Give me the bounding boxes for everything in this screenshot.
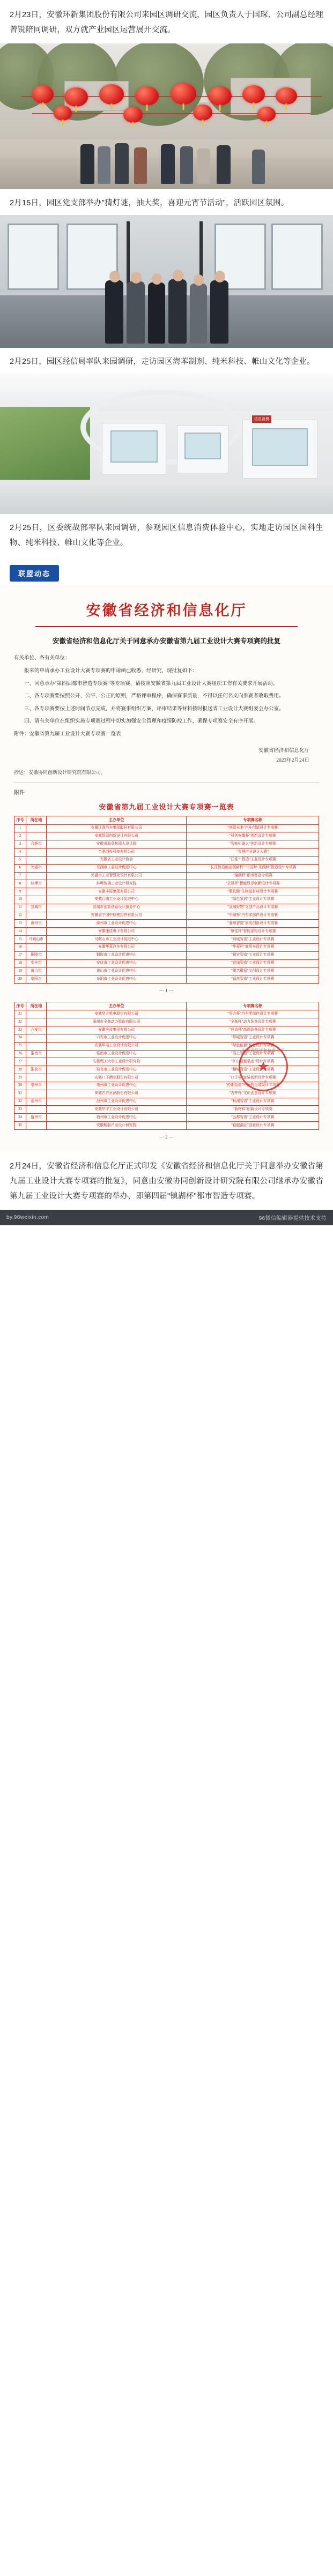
table-cell-city — [26, 824, 47, 832]
photo3-screen — [110, 430, 158, 463]
official-document — [0, 585, 333, 1151]
table-row — [14, 1034, 319, 1042]
photo1-person — [217, 145, 231, 184]
table-header-city: 所在地 — [26, 1002, 47, 1010]
document-paragraph-5: 四、请有关单位在组织实施专项赛过程中切实加强安全管理和疫情防控工作，确保专项赛安全有序开展。 — [24, 719, 259, 725]
photo1-person — [98, 146, 110, 184]
table-row — [14, 976, 319, 984]
table-cell-contest: "颍淮智造"工业设计专项赛 — [187, 976, 319, 984]
document-note: 抄送：安徽协同创新设计研究院有限公司。 — [14, 770, 106, 776]
table-row — [14, 1122, 319, 1130]
table-cell-no: 6 — [14, 864, 26, 872]
paragraph-4: 2月25日，区委统战部率队来园调研，参观园区信息消费体验中心，实地走访园区国科生物、纯米科技、帷山文化等企业。 — [10, 524, 323, 548]
table-cell-city: 亳州市 — [26, 1082, 47, 1090]
table-cell-no: 16 — [14, 943, 26, 951]
table-cell-city: 阜阳市 — [26, 976, 47, 984]
table-cell-city — [26, 1034, 47, 1042]
table-cell-city: 黄山市 — [26, 967, 47, 976]
photo1-person — [80, 144, 94, 184]
table-cell-unit: 安徽古井贡酒股份有限公司 — [47, 1090, 187, 1098]
table-cell-contest: "皋城智造"工业设计专项赛 — [187, 1034, 319, 1042]
table-cell-contest: "药都智造"中医药包装设计专项赛 — [187, 1082, 319, 1090]
photo2-person-head — [194, 274, 204, 286]
table-row — [14, 928, 319, 936]
table-row — [14, 840, 319, 848]
table-cell-unit: 淮北市工业设计促进中心 — [47, 1066, 187, 1074]
photo2-person — [105, 280, 123, 344]
table-cell-no: 7 — [14, 872, 26, 880]
table-cell-no: 8 — [14, 880, 26, 888]
photo1-lantern — [54, 106, 72, 121]
table-row — [14, 872, 319, 880]
table-cell-unit: 安徽江南工业设计促进中心 — [47, 896, 187, 904]
document-separator — [14, 782, 319, 783]
photo2-window — [8, 224, 59, 290]
table-cell-no: 24 — [14, 1034, 26, 1042]
paragraph-1: 2月23日，安徽环新集团股份有限公司来园区调研交流，园区负责人于国琛、公司副总经理曾锐陪同调研，双方就产业园区运营展开交流。 — [10, 11, 323, 35]
table-cell-city — [26, 1058, 47, 1066]
paragraph-3: 2月25日，园区经信局率队来园调研，走访园区海苯制剂、纯米科技、帷山文化等企业。 — [10, 357, 315, 366]
table-cell-unit: 马鞍山市工业设计促进中心 — [47, 936, 187, 944]
document-red-rule — [35, 626, 298, 627]
table-cell-contest: "绿色能源"装备设计专项赛 — [187, 1042, 319, 1050]
document-paragraph-4: 三、各专项赛要按上述时间节点完成，并将赛事组织方案、评审结果等材料按时报送省工业设计大赛组委会办公室。 — [24, 706, 284, 712]
table-cell-city: 安庆市 — [26, 959, 47, 967]
table-row — [14, 920, 319, 928]
table-cell-no: 27 — [14, 1058, 26, 1066]
photo2-person-head — [109, 271, 120, 282]
table-cell-contest: "矿山智能装备"设计专项赛 — [187, 1058, 319, 1066]
table-cell-city — [26, 1018, 47, 1026]
table-header-unit: 主办单位 — [47, 1002, 187, 1010]
table-cell-contest: "宣城好物"文创产品设计专项赛 — [187, 904, 319, 912]
table-row — [14, 856, 319, 864]
document-issuer-header: 安徽省经济和信息化厅 — [86, 602, 247, 619]
table-cell-no: 1 — [14, 824, 26, 832]
table-cell-city — [26, 1010, 47, 1018]
table-cell-unit: 芜湖市工业智慧化设计有限公司 — [47, 872, 187, 880]
table-cell-no: 32 — [14, 1098, 26, 1106]
table-cell-city — [26, 928, 47, 936]
table-cell-city — [26, 1090, 47, 1098]
table-row — [14, 1114, 319, 1122]
photo1-lantern — [123, 107, 143, 123]
table-cell-city: 蚌埠市 — [26, 880, 47, 888]
table-cell-unit: 安徽省工业设计协会 — [47, 856, 187, 864]
seal-bottom-text: 公章 — [260, 1080, 267, 1084]
table-row — [14, 912, 319, 920]
photo2-window — [271, 224, 323, 290]
table-row — [14, 1018, 319, 1026]
footer-bar — [0, 1210, 333, 1225]
photo1-lantern — [32, 85, 54, 103]
table-cell-unit: 滁州市工业设计促进中心 — [47, 920, 187, 928]
table-cell-contest: "智能机器人"创新设计专项赛 — [187, 840, 319, 848]
table-cell-unit: 蚌埠玻璃工业设计研究院 — [47, 880, 187, 888]
table-cell-unit: 亳州市工业设计促进中心 — [47, 1082, 187, 1090]
table-cell-contest: "口子窖"包装创新设计专项赛 — [187, 1074, 319, 1082]
table-title: 安徽省第九届工业设计大赛专项赛一览表 — [99, 803, 234, 811]
table-cell-contest: "全柴杯"动力装备设计专项赛 — [187, 1018, 319, 1026]
table-cell-city: 合肥市 — [26, 840, 47, 848]
table-row — [14, 1090, 319, 1098]
table-cell-unit: 安徽华宇工业设计有限公司 — [47, 1106, 187, 1114]
photo2-person — [190, 284, 207, 344]
table-cell-contest: "秋浦智造"工业设计专项赛 — [187, 1098, 319, 1106]
paragraph-5: 2月24日，安徽省经济和信息化厅正式印发《安徽省经济和信息化厅关于同意举办安徽省第九届工业设计大赛专项赛的批复》，同意由安徽协同创新设计研究院有限公司继承办安徽省第九届工业设计大赛专项赛的举办，即第四届"镇湖杯"都市智造专项赛。 — [10, 1162, 323, 1201]
photo1-person — [252, 150, 265, 184]
table-cell-contest: "昊方杯"汽车零部件设计专项赛 — [187, 1010, 319, 1018]
paragraph-2: 2月15日，园区党支部举办"猜灯谜，抽大奖，喜迎元宵节活动"，活跃园区氛围。 — [10, 198, 289, 207]
photo2-person-head — [152, 273, 162, 285]
table-cell-contest: "新材料"创新设计专项赛 — [187, 1106, 319, 1114]
table-cell-unit: 安徽省宁国中鼎密封件有限公司 — [47, 912, 187, 920]
document-recipient: 有关单位、各有关单位： — [14, 656, 70, 661]
table-cell-city — [26, 943, 47, 951]
table-cell-contest: "鞋服潮品"创意设计专项赛 — [187, 1122, 319, 1130]
table-cell-contest: "创意未来"汽车创新设计专项赛 — [187, 824, 319, 832]
table-cell-city — [26, 896, 47, 904]
table-cell-city: 六安市 — [26, 1026, 47, 1034]
table-cell-no: 11 — [14, 904, 26, 912]
table-cell-no: 26 — [14, 1050, 26, 1058]
table-cell-unit: 宿州市工业设计促进中心 — [47, 1114, 187, 1122]
table-cell-no: 22 — [14, 1018, 26, 1026]
table-cell-unit: 安徽智联创新设计有限公司 — [47, 832, 187, 840]
section-title-alliance: 联盟动态 — [10, 565, 59, 582]
table-cell-unit: 安徽华菱汽车有限公司 — [47, 943, 187, 951]
table-cell-city — [26, 856, 47, 864]
footer-left-text: by.96weixin.com — [6, 1214, 49, 1220]
table-cell-unit: 淮南市工业设计促进中心 — [47, 1050, 187, 1058]
photo3-floor — [0, 480, 333, 514]
table-row — [14, 943, 319, 951]
table-cell-city — [26, 912, 47, 920]
table-cell-city: 淮南市 — [26, 1050, 47, 1058]
table-row — [14, 1010, 319, 1018]
table-cell-contest: "铜官智造"工业设计专项赛 — [187, 951, 319, 959]
table-cell-contest: "聚乳酸"生物基材料设计专项赛 — [187, 888, 319, 896]
table-cell-no: 31 — [14, 1090, 26, 1098]
table-cell-unit: 安徽省服务机器人设计院 — [47, 840, 187, 848]
table-header-contest: 专项赛名称 — [187, 816, 319, 824]
table-cell-no: 14 — [14, 928, 26, 936]
footer-right-text: 96微信编辑器提供技术支持 — [258, 1215, 327, 1222]
section-title-wrap — [0, 555, 333, 585]
table-cell-unit: 安徽华电工业设计有限公司 — [47, 1042, 187, 1050]
table-cell-city — [26, 1074, 47, 1082]
table-cell-contest: "江淮十智造"工业设计专项赛 — [187, 856, 319, 864]
table-cell-city: 淮北市 — [26, 1066, 47, 1074]
table-cell-city — [26, 1042, 47, 1050]
table-cell-no: 34 — [14, 1114, 26, 1122]
table-cell-unit: 合肥创投科技有限公司 — [47, 848, 187, 857]
photo2-person — [127, 281, 145, 344]
table-cell-no: 13 — [14, 920, 26, 928]
table-cell-unit: 芜湖市工业设计促进中心 — [47, 864, 187, 872]
table-cell-no: 15 — [14, 936, 26, 944]
photo1-person — [197, 148, 210, 184]
table-cell-city — [26, 1106, 47, 1114]
table-row — [14, 951, 319, 959]
table-header-unit: 主办单位 — [47, 816, 187, 824]
table-row — [14, 1106, 319, 1114]
document-title: 安徽省经济和信息化厅关于同意承办安徽省第九届工业设计大赛专项赛的批复 — [52, 637, 280, 645]
table-cell-contest: "淮上智造"工业设计专项赛 — [187, 1050, 319, 1058]
photo1-person — [180, 146, 193, 184]
table-cell-contest: "智慧产业设计大赛" — [187, 848, 319, 857]
table-cell-city — [26, 888, 47, 896]
table-cell-no: 3 — [14, 840, 26, 848]
table-cell-city: 铜陵市 — [26, 951, 47, 959]
table-cell-contest: "科创安徽杯"创新设计专项赛 — [187, 832, 319, 840]
table-cell-unit: 安徽应流集团有限公司 — [47, 1026, 187, 1034]
table-cell-no: 29 — [14, 1074, 26, 1082]
table-cell-unit: 铜陵市工业设计促进中心 — [47, 951, 187, 959]
photo1-lantern — [99, 84, 124, 105]
document-body — [14, 653, 319, 739]
table-cell-no: 9 — [14, 888, 26, 896]
table-cell-city: 宿州市 — [26, 1114, 47, 1122]
photo3-screen — [252, 428, 308, 466]
table-row — [14, 880, 319, 888]
document-attachment-label: 附件 — [14, 790, 25, 796]
table-row — [14, 959, 319, 967]
photo1-lantern — [135, 86, 159, 106]
table-cell-unit: 安徽昊方机电股份有限公司 — [47, 1010, 187, 1018]
specialty-contest-table-page1 — [14, 816, 319, 984]
photo-lantern-festival — [0, 43, 333, 189]
photo1-lantern — [276, 87, 297, 105]
photo2-person-head — [131, 272, 142, 284]
table-row — [14, 1098, 319, 1106]
table-row — [14, 896, 319, 904]
table-cell-no: 17 — [14, 951, 26, 959]
table-row — [14, 904, 319, 912]
table-cell-city: 池州市 — [26, 1098, 47, 1106]
table-cell-no: 23 — [14, 1026, 26, 1034]
photo1-person — [134, 147, 147, 184]
table-row — [14, 824, 319, 832]
table-cell-no: 18 — [14, 959, 26, 967]
table-cell-unit: 安徽江淮汽车集团股份有限公司 — [47, 824, 187, 832]
table-cell-city: 马鞍山市 — [26, 936, 47, 944]
table-cell-no: 5 — [14, 856, 26, 864]
table-cell-unit: 六安市工业设计促进中心 — [47, 1034, 187, 1042]
table-cell-city: 宣城市 — [26, 904, 47, 912]
table-cell-unit: 宣城市创新创意设计服务中心 — [47, 904, 187, 912]
table-cell-contest: "中鼎杯"汽车零部件设计专项赛 — [187, 912, 319, 920]
table-cell-city — [26, 832, 47, 840]
photo1-lantern — [64, 87, 88, 107]
table-row — [14, 936, 319, 944]
table-cell-contest: "滁州智造"家电创新设计专项赛 — [187, 920, 319, 928]
table-cell-unit: 池州市工业设计促进中心 — [47, 1098, 187, 1106]
table-row — [14, 848, 319, 857]
photo3-screen — [184, 433, 221, 459]
table-cell-no: 21 — [14, 1010, 26, 1018]
table-cell-unit: 安徽丰原集团有限公司 — [47, 888, 187, 896]
table-cell-unit: 安徽康佳电子有限公司 — [47, 928, 187, 936]
document-paragraph-2: 一、同意承办"第四届都市智造专项赛"等专项赛，请按照安徽省第九届工业设计大赛组织工作有关要求开展活动。 — [24, 681, 278, 687]
document-paragraph-3: 二、各专项赛要按照公开、公平、公正的原则，严格评审程序，确保赛事质量，不得以任何名义向参赛者收取费用。 — [24, 694, 284, 699]
table-cell-no: 25 — [14, 1042, 26, 1050]
photo2-person-head — [173, 270, 183, 281]
table-cell-contest: "绿色家居"工业设计专项赛 — [187, 896, 319, 904]
table-row — [14, 1026, 319, 1034]
table-cell-no: 2 — [14, 832, 26, 840]
table-cell-contest: "康佳杯"智能家电设计专项赛 — [187, 928, 319, 936]
seal-top-text: ★ 安徽省经济和信息化厅 — [242, 1048, 285, 1053]
table-header-row — [14, 816, 319, 824]
table-cell-no: 19 — [14, 967, 26, 976]
table-cell-city — [26, 872, 47, 880]
table-cell-unit: 安庆市工业设计促进中心 — [47, 959, 187, 967]
table-cell-contest: "诗城智造"工业设计专项赛 — [187, 936, 319, 944]
table-cell-contest: "应流杯"高端装备设计专项赛 — [187, 1026, 319, 1034]
photo1-lantern — [193, 105, 212, 121]
table-header-contest: 专项赛名称 — [187, 1002, 319, 1010]
photo2-person — [210, 280, 228, 344]
table-cell-contest: "徽艺徽派"文创设计专项赛 — [187, 967, 319, 976]
table-cell-unit: 安徽鞋服产业设计研究院 — [47, 1122, 187, 1130]
table-cell-no: 30 — [14, 1082, 26, 1090]
document-paragraph-1: 报来的申请承办工业设计大赛专项赛的申请函已收悉，经研究，现批复如下： — [24, 668, 198, 674]
table-cell-city: 芜湖市 — [26, 864, 47, 872]
table-cell-no: 33 — [14, 1106, 26, 1114]
photo2-floor — [0, 295, 333, 348]
page-number-1: — 1 — — [159, 988, 174, 994]
table-header-city: 所在地 — [26, 816, 47, 824]
table-cell-city — [26, 1122, 47, 1130]
photo-group-visit — [0, 215, 333, 348]
table-cell-unit: 滁州市全柴动力股份有限公司 — [47, 1018, 187, 1026]
table-cell-no: 35 — [14, 1122, 26, 1130]
table-cell-contest: "云都智造"工业设计专项赛 — [187, 1114, 319, 1122]
photo1-person — [161, 144, 175, 184]
table-cell-unit: 安徽口子酒业股份有限公司 — [47, 1074, 187, 1082]
table-cell-no: 12 — [14, 912, 26, 920]
table-cell-contest: "华菱杯"商用车设计专项赛 — [187, 943, 319, 951]
article-page — [0, 0, 333, 1225]
table-cell-city: 滁州市 — [26, 920, 47, 928]
official-seal — [239, 1042, 288, 1091]
document-signature — [14, 742, 319, 765]
table-cell-no: 20 — [14, 976, 26, 984]
table-cell-contest: "古井杯"文化创意设计专项赛 — [187, 1090, 319, 1098]
table-cell-unit: 阜阳市工业设计促进中心 — [47, 976, 187, 984]
table-cell-no: 28 — [14, 1066, 26, 1074]
document-attachment-line: 附件：安徽省第九届工业设计大赛专项赛一览表 — [14, 731, 121, 737]
page-number-2: — 2 — — [159, 1134, 174, 1140]
table-header-no: 序号 — [14, 816, 26, 824]
table-row — [14, 832, 319, 840]
photo2-person-head — [214, 271, 225, 282]
photo1-person — [115, 143, 129, 184]
table-cell-city — [26, 848, 47, 857]
photo1-lantern — [242, 85, 265, 103]
document-signature-date: 2023年2月24日 — [276, 758, 309, 764]
table-cell-contest: "镜湖杯"都市智造专项赛 — [187, 872, 319, 880]
photo1-lantern — [208, 86, 232, 106]
table-cell-no: 10 — [14, 896, 26, 904]
photo1-lantern — [171, 83, 196, 105]
document-signature-org: 安徽省经济和信息化厅 — [258, 748, 309, 754]
photo1-lantern — [257, 107, 276, 122]
table-cell-unit: 黄山市工业设计促进中心 — [47, 967, 187, 976]
table-row — [14, 967, 319, 976]
table-cell-contest: "长江智造创业创新杯""中国梦·芜湖梦"智造设计专项赛 — [187, 864, 319, 872]
photo2-person — [148, 282, 165, 344]
table-row — [14, 888, 319, 896]
table-header-no: 序号 — [14, 1002, 26, 1010]
table-cell-contest: "云显杯"智能显示创新设计专项赛 — [187, 880, 319, 888]
photo3-banner: 信息消费 — [252, 415, 271, 423]
table-cell-no: 4 — [14, 848, 26, 857]
table-header-row — [14, 1002, 319, 1010]
photo2-person — [168, 279, 187, 344]
table-cell-unit: 安徽理工大学工业设计研究院 — [47, 1058, 187, 1066]
table-row — [14, 864, 319, 872]
table-cell-contest: "宜城智造"工业设计专项赛 — [187, 959, 319, 967]
photo-exhibition-hall — [0, 374, 333, 514]
table-cell-contest: "相城智造"工业设计专项赛 — [187, 1066, 319, 1074]
